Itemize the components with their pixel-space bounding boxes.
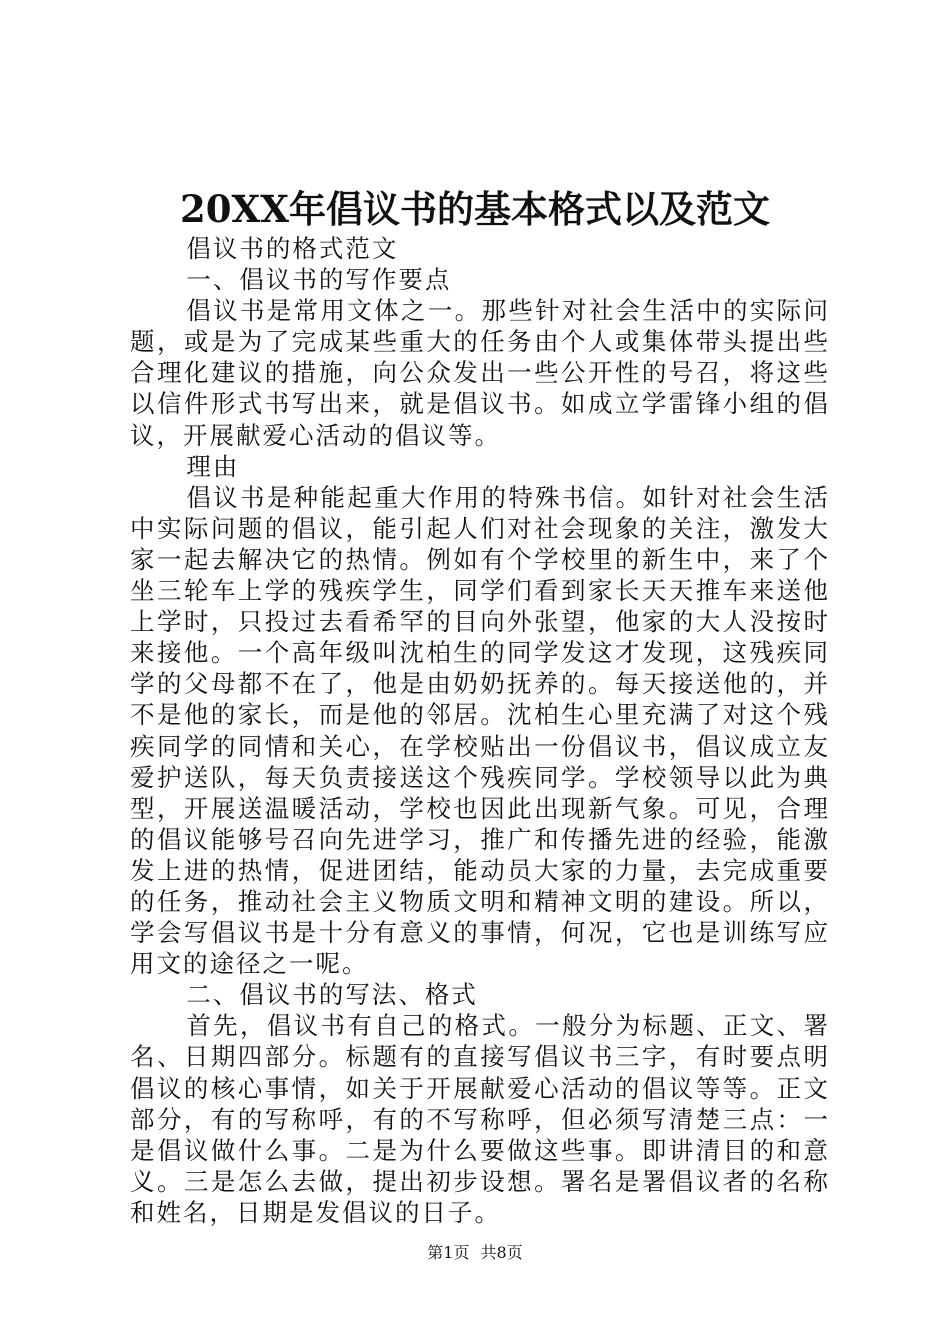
section-heading-format-sample: 倡议书的格式范文 (186, 234, 399, 263)
section-heading-writing-points: 一、倡议书的写作要点 (186, 265, 452, 295)
document-body (130, 233, 830, 1228)
paragraph-reason: 倡议书是种能起重大作用的特殊书信。如针对社会生活中实际问题的倡议，能引起人们对社会现象的关注，激发大家一起去解决它的热情。例如有个学校里的新生中，来了个坐三轮车上学的残疾学生，同学们看到家长天天推车来送他上学时，只投过去看希罕的目向外张望，他家的大人没按时来接他。一个高年级叫沈柏生的同学发这才发现，这残疾同学的父母都不在了，他是由奶奶抚养的。每天接送他的，并不是他的家长，而是他的邻居。沈柏生心里充满了对这个残疾同学的同情和关心，在学校贴出一份倡议书，倡议成立友爱护送队，每天负责接送这个残疾同学。学校领导以此为典型，开展送温暖活动，学校也因此出现新气象。可见，合理的倡议能够号召向先进学习，推广和传播先进的经验，能激发上进的热情，促进团结，能动员大家的力量，去完成重要的任务，推动社会主义物质文明和精神文明的建设。所以，学会写倡议书是十分有意义的事情，何况，它也是训练写应用文的途径之一呢。 (130, 482, 830, 979)
section-heading-writing-format: 二、倡议书的写法、格式 (186, 980, 478, 1010)
page-number: 第1页 (427, 1243, 470, 1262)
document-title: 20XX年倡议书的基本格式以及范文 (180, 187, 770, 231)
page-footer (0, 1242, 950, 1264)
paragraph-format: 首先，倡议书有自己的格式。一般分为标题、正文、署名、日期四部分。标题有的直接写倡议书三字，有时要点明倡议的核心事情，如关于开展献爱心活动的倡议等等。正文部分，有的写称呼，有的不写称呼，但必须写清楚三点：一是倡议做什么事。二是为什么要做这些事。即讲清目的和意义。三是怎么去做，提出初步设想。署名是署倡议者的名称和姓名，日期是发倡议的日子。 (130, 1011, 830, 1227)
section-heading-reason: 理由 (186, 451, 240, 481)
paragraph-definition: 倡议书是常用文体之一。那些针对社会生活中的实际问题，或是为了完成某些重大的任务由个人或集体带头提出些合理化建议的措施，向公众发出一些公开性的号召，将这些以信件形式书写出来，就是倡议书。如成立学雷锋小组的倡议，开展献爱心活动的倡议等。 (130, 296, 830, 450)
page-total: 共8页 (480, 1243, 523, 1262)
